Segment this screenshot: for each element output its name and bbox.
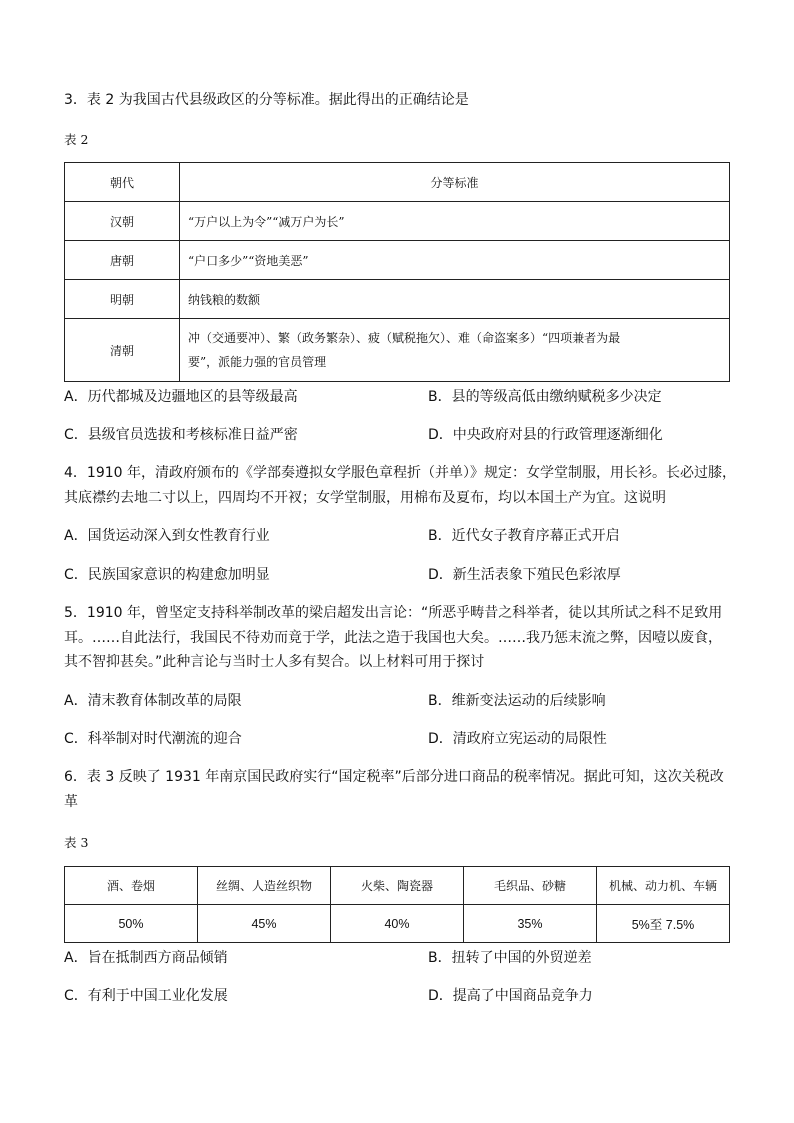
q6-option-a[interactable]: A．旨在抵制西方商品倾销 [64,950,228,966]
q4-stem-line1: 4．1910 年，清政府颁布的《学部奏遵拟女学服色章程折（并单）》规定：女学堂制服，用长衫。长必过膝， [64,465,736,481]
q5-stem-line2: 耳。……自此法行，我国民不待劝而竟于学，此法之造于我国也大矣。……我乃惩末流之弊，因噎以废食， [64,630,722,646]
table-cell-rate: 50% [65,905,198,943]
table-header-dynasty: 朝代 [65,163,180,202]
q4-option-b[interactable]: B．近代女子教育序幕正式开启 [428,528,620,544]
q4-stem-line2: 其底襟约去地二寸以上，四周均不开衩；女学堂制服，用棉布及夏布，均以本国土产为宜。这说明 [64,490,666,506]
table-cell-rate: 5%至 7.5% [597,905,730,943]
table-cell-standard: “户口多少”“资地美恶” [180,241,730,280]
table-cell-rate: 35% [464,905,597,943]
q4-option-c[interactable]: C．民族国家意识的构建愈加明显 [64,567,270,583]
q3-option-a[interactable]: A．历代都城及边疆地区的县等级最高 [64,389,298,405]
table-cell-rate: 40% [331,905,464,943]
table-row [65,280,730,319]
q5-stem-line3: 其不智抑甚矣。”此种言论与当时士人多有契合。以上材料可用于探讨 [64,654,485,670]
q5-option-a[interactable]: A．清末教育体制改革的局限 [64,693,242,709]
table-cell-standard: “万户以上为令”“减万户为长” [180,202,730,241]
q4-option-d[interactable]: D．新生活表象下殖民色彩浓厚 [428,567,621,583]
table-cell-dynasty: 唐朝 [65,241,180,280]
table-cell-standard [180,319,730,382]
table-header-cell: 火柴、陶瓷器 [331,867,464,905]
table-row [65,202,730,241]
q6-option-d[interactable]: D．提高了中国商品竞争力 [428,988,593,1004]
table-header-cell: 丝绸、人造丝织物 [198,867,331,905]
q5-stem-line1: 5．1910 年，曾坚定支持科举制改革的梁启超发出言论：“所恶乎畴昔之科举者，徒以其所试之科不足致用 [64,605,723,621]
q5-option-c[interactable]: C．科举制对时代潮流的迎合 [64,731,242,747]
table-header-cell: 机械、动力机、车辆 [597,867,730,905]
table-cell-standard: 纳钱粮的数额 [180,280,730,319]
q6-option-b[interactable]: B．扭转了中国的外贸逆差 [428,950,592,966]
table-cell-dynasty: 汉朝 [65,202,180,241]
q3-table-caption: 表 2 [64,132,89,147]
table-cell-standard-line1: 冲（交通要冲）、繁（政务繁杂）、疲（赋税拖欠）、难（命盗案多）“四项兼者为最 [188,331,621,345]
q6-table-caption: 表 3 [64,835,89,850]
q6-stem-line1: 6．表 3 反映了 1931 年南京国民政府实行“国定税率”后部分进口商品的税率情况。据此可知，这次关税改 [64,769,724,785]
q3-option-c[interactable]: C．县级官员选拔和考核标准日益严密 [64,427,298,443]
table-cell-dynasty: 明朝 [65,280,180,319]
table-header-row [65,867,730,905]
q6-stem-line2: 革 [64,794,78,810]
table-cell-rate: 45% [198,905,331,943]
table-row [65,905,730,943]
q5-option-b[interactable]: B．维新变法运动的后续影响 [428,693,606,709]
table-header-standard: 分等标准 [180,163,730,202]
table-cell-dynasty: 清朝 [65,319,180,382]
q5-option-d[interactable]: D．清政府立宪运动的局限性 [428,731,607,747]
q6-table [64,866,730,943]
table-header-cell: 毛织品、砂糖 [464,867,597,905]
table-row [65,319,730,382]
q3-table [64,162,730,382]
q3-option-d[interactable]: D．中央政府对县的行政管理逐渐细化 [428,427,663,443]
table-row [65,241,730,280]
q6-option-c[interactable]: C．有利于中国工业化发展 [64,988,228,1004]
q3-option-b[interactable]: B．县的等级高低由缴纳赋税多少决定 [428,389,662,405]
q4-option-a[interactable]: A．国货运动深入到女性教育行业 [64,528,270,544]
table-cell-standard-line2: 要”，派能力强的官员管理 [188,355,327,369]
table-header-cell: 酒、卷烟 [65,867,198,905]
table-header-row [65,163,730,202]
q3-stem: 3．表 2 为我国古代县级政区的分等标准。据此得出的正确结论是 [64,92,469,108]
